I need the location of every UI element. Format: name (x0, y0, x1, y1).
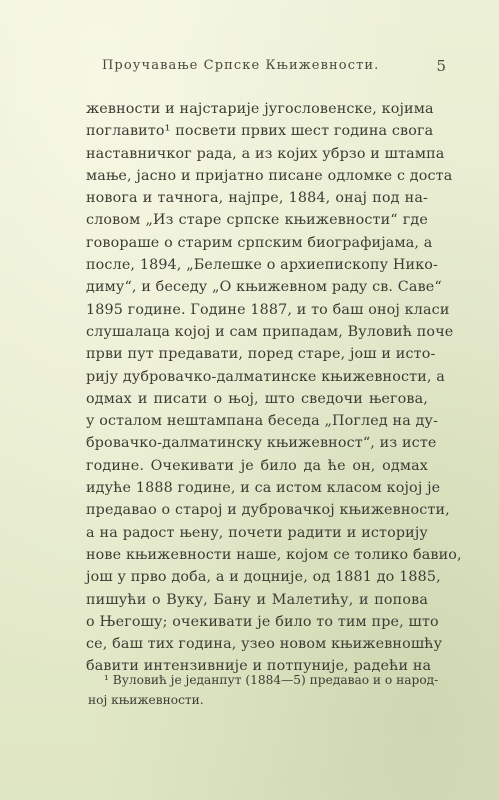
body-line: одмах и писати о њој, што сведочи његова, (86, 390, 428, 407)
body-line: поглавито¹ посвети првих шест година свога (86, 123, 434, 140)
body-line: новога и тачнога, најпре, 1884, онај под на- (86, 190, 428, 207)
running-head: Проучавање Српске Књижевности. (102, 58, 380, 73)
body-line: предавао о старој и дубровачкој књижевности, (86, 502, 450, 519)
body-line: диму“, и беседу „О књижевном раду св. Саве“ (86, 279, 442, 296)
body-line: жевности и најстарије југословенске, којима (86, 101, 434, 117)
body-line: у осталом нештампана беседа „Поглед на ду- (86, 413, 439, 430)
footnotes (88, 670, 439, 710)
body-line: говораше о старим српским биографијама, а (86, 234, 433, 251)
body-line: после, 1894, „Белешке о архиепископу Нико- (86, 257, 439, 274)
body-line: године. Очекивати је било да ће он, одмах (86, 457, 428, 474)
body-line: се, баш тих година, узео новом књижевношћу (86, 636, 443, 653)
page-number: 5 (436, 57, 446, 75)
footnote-line: ¹ Вуловић је једанпут (1884—5) предавао и о народ- (104, 673, 439, 687)
body-text (86, 98, 462, 678)
body-line: идуће 1888 године, и са истом класом којој је (86, 480, 441, 497)
page-header (102, 57, 446, 78)
body-line: слушалаца којој и сам припадам, Вуловић поче (86, 323, 454, 340)
body-line: о Његошу; очекивати је било то тим пре, што (86, 613, 439, 630)
body-line: мање, јасно и пријатно писане одломке с доста (86, 167, 453, 184)
body-line: пишући о Вуку, Бану и Малетићу, и попова (86, 591, 428, 608)
body-line: 1895 године. Године 1887, и то баш оној класи (86, 301, 450, 318)
body-line: први пут предавати, поред старе, још и исто- (86, 346, 436, 363)
body-line: словом „Из старе српске књижевности“ где (86, 212, 428, 229)
body-line: бавити интензивније и потпуније, радећи на (86, 658, 432, 675)
footnote-line: ној књижевности. (88, 693, 204, 707)
body-line: а на радост њену, почети радити и историју (86, 524, 428, 541)
body-line: рију дубровачко-далматинске књижевности, а (86, 368, 445, 385)
body-line: наставничког рада, а из којих убрзо и штампа (86, 145, 445, 162)
body-line: још у прво доба, а и доцније, од 1881 до 1885, (86, 569, 441, 586)
body-line: нове књижевности наше, којом се толико бавио, (86, 546, 462, 563)
body-line: бровачко-далматинску књижевност“, из исте (86, 435, 437, 452)
